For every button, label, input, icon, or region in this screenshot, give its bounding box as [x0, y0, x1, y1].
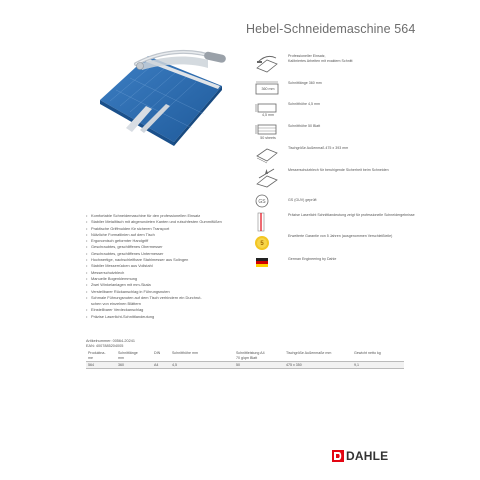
- ean-number: EAN: 4007885204005: [86, 344, 124, 348]
- table-size-icon: [254, 144, 280, 166]
- bullet-item: • Zwei Winkelanlagen mit mm-Skala: [86, 282, 246, 288]
- page-title: Hebel-Schneidemaschine 564: [246, 22, 416, 36]
- table-header: Schnittleistung A4 70 g/qm Blatt: [236, 351, 265, 360]
- feature-row: [254, 166, 464, 190]
- table-header: Schnitthöhe mm: [172, 351, 198, 355]
- bullet-item: • Hochwertige, nachschleifbare Stahlmesser aus Solingen: [86, 257, 246, 263]
- logo-text: DAHLE: [346, 449, 389, 463]
- icon-caption: 4,5 mm: [262, 113, 274, 117]
- cutting-height-icon: [254, 100, 280, 122]
- germany-flag-icon: [254, 255, 280, 277]
- feature-text: Erweiterte Garantie von 5 Jahren (ausgenommen Verschleißteile): [288, 234, 393, 238]
- paper-stack-icon: [254, 122, 280, 144]
- bullet-item: • Präzise Laserlicht-Schnittlandeutung: [86, 314, 246, 320]
- feature-text: Messerschutzblech für beruhigende Sicherheit beim Schneiden: [288, 168, 389, 172]
- table-header: Schnittlänge mm: [118, 351, 138, 360]
- feature-text: German Engineering by Dahle: [288, 257, 337, 261]
- icon-caption: 50 sheets: [260, 136, 276, 140]
- table-header: Produktna- me: [88, 351, 106, 360]
- laser-icon: [254, 211, 280, 233]
- spec-table: [86, 351, 404, 369]
- feature-bullet-list: [86, 213, 246, 320]
- product-image: [96, 46, 226, 146]
- gs-seal-icon: [254, 190, 280, 212]
- table-cell: 475 x 350: [284, 362, 352, 369]
- bullet-item: • Ergonomisch geformter Handgriff: [86, 238, 246, 244]
- bullet-item: • Stabiler Metalltisch mit abgerundeten Kanten und rutschfesten Gummifüßen: [86, 219, 246, 225]
- svg-text:GS: GS: [258, 199, 266, 205]
- feature-row: [254, 122, 464, 146]
- blade-guard-icon: [254, 166, 280, 188]
- table-header: Tischgröße Außenmaße mm: [286, 351, 332, 355]
- feature-text: Schnitthöhe 4,5 mm: [288, 102, 320, 106]
- table-row: [86, 362, 404, 369]
- bullet-item: • Nützliche Formatlinien auf dem Tisch: [86, 232, 246, 238]
- dahle-logo-mark-icon: [332, 450, 344, 462]
- table-cell: 50: [234, 362, 284, 369]
- bullet-item: • Schmale Führungsnuten auf dem Tisch verhindern ein Durchrut- schen von einzelnen Blättern: [86, 295, 246, 308]
- feature-text: Tischgröße Außenmaß 475 x 393 mm: [288, 146, 349, 150]
- bullet-item: • Manuelle Bogenklemmung: [86, 276, 246, 282]
- bullet-item: • Praktische Griffmulden für sicheren Transport: [86, 226, 246, 232]
- guillotine-icon: [254, 52, 280, 74]
- feature-row: [254, 255, 464, 279]
- table-cell: 564: [86, 362, 116, 369]
- table-cell: A4: [152, 362, 170, 369]
- feature-text: Präzise Laserlicht Schnittlandeutung zeigt für professionelle Schneidergebnisse: [288, 213, 415, 217]
- table-header: DIN: [154, 351, 161, 355]
- feature-text: Schnitthöhe 50 Blatt: [288, 124, 321, 128]
- feature-text: Schnittlänge 360 mm: [288, 81, 322, 85]
- table-header-row: [86, 351, 404, 362]
- bullet-item: • Stabiler Messerrücken aus Vollstahl: [86, 263, 246, 269]
- icon-caption: 360 mm: [261, 87, 275, 91]
- feature-row: [254, 100, 464, 124]
- bullet-item: • Komfortable Schneidemaschine für den professionellen Einsatz: [86, 213, 246, 219]
- feature-text: GS (GUV) geprüft: [288, 198, 317, 202]
- bullet-item: • Geschraubtes, geschliffenes Untermesser: [86, 251, 246, 257]
- table-cell: 9,1: [352, 362, 404, 369]
- feature-row: [254, 232, 464, 256]
- warranty-icon: [254, 232, 280, 254]
- bullet-item: • Verstellbarer Rückanschlag in Führungsnuten: [86, 289, 246, 295]
- feature-text: Professioneller Einsatz, Kalibriertes Arbeiten mit exaktem Schnitt: [288, 54, 353, 63]
- table-header: Gewicht netto kg: [354, 351, 381, 355]
- svg-text:5: 5: [260, 241, 264, 247]
- table-cell: 360: [116, 362, 152, 369]
- feature-row: [254, 144, 464, 168]
- article-number: Artikelnummer: 00564-20241: [86, 339, 135, 343]
- bullet-item: • Geschraubtes, geschliffenes Obermesser: [86, 244, 246, 250]
- dahle-logo: [332, 450, 398, 462]
- table-cell: 4,5: [170, 362, 234, 369]
- bullet-item: • Einstellbarer Verdeckanschlag: [86, 307, 246, 313]
- bullet-item: • Messerschutzblech: [86, 270, 246, 276]
- feature-row: [254, 52, 464, 76]
